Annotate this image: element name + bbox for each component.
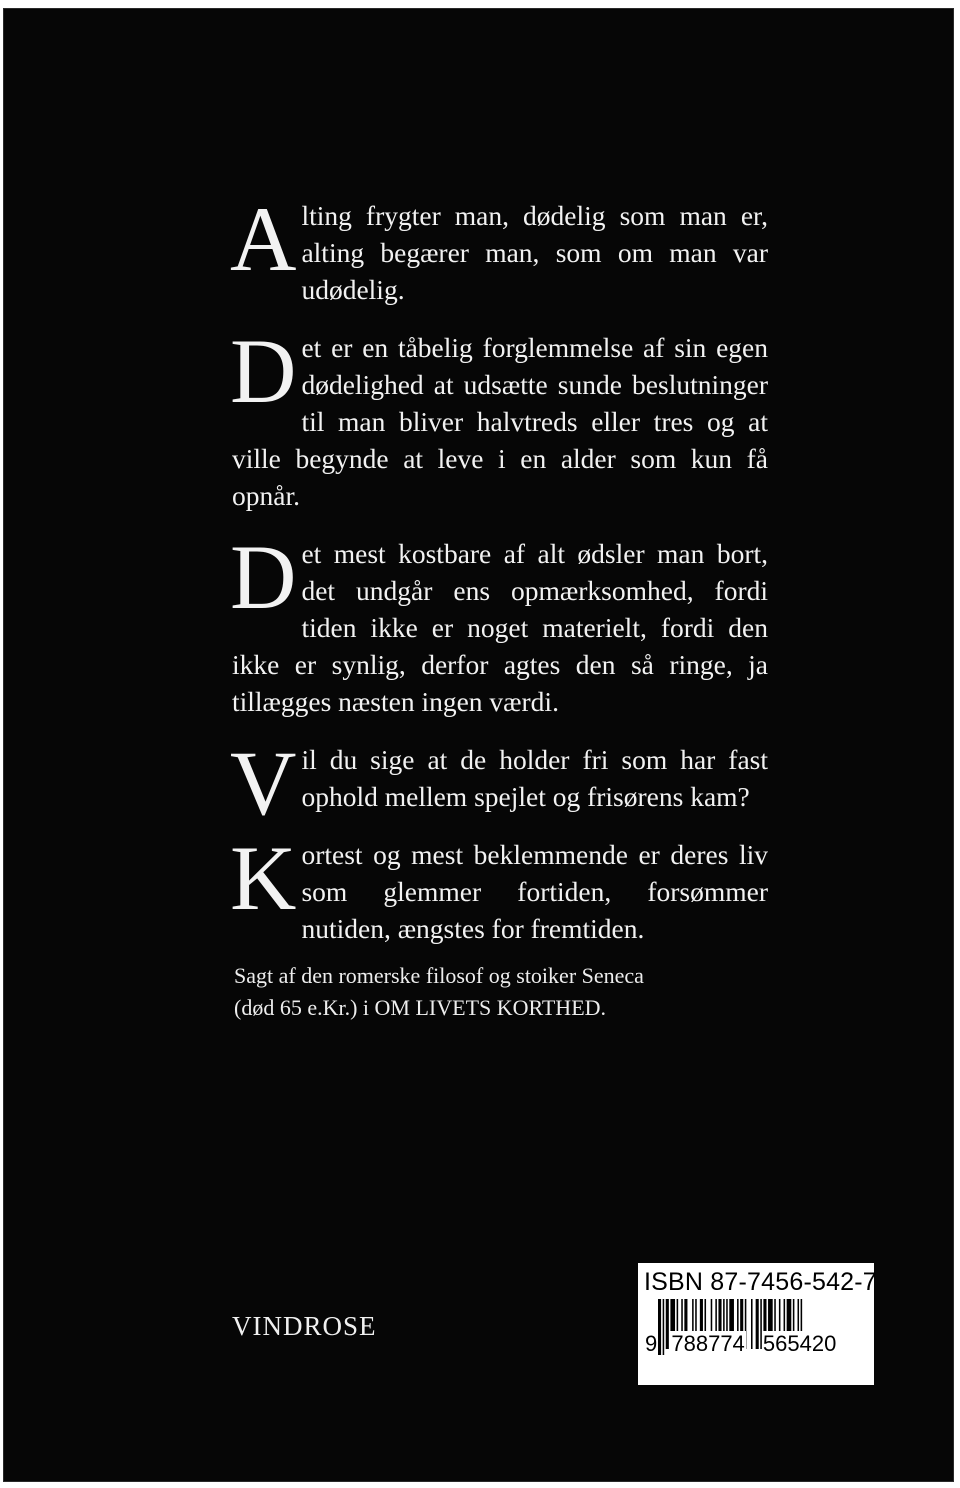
quote-paragraph-4 [230, 732, 768, 834]
attribution-line-1: Sagt af den romerske filosof og stoiker Seneca [234, 963, 644, 988]
paragraph-text: lting frygter man, dødelig som man er, alting begærer man, som om man var udødelig. [301, 200, 768, 305]
book-back-cover [3, 8, 954, 1482]
drop-cap-initial: V [230, 732, 297, 834]
barcode-digit-first: 9 [645, 1331, 658, 1356]
barcode-digits-right: 565420 [762, 1331, 837, 1356]
quote-paragraph-2 [230, 320, 768, 514]
paragraph-text: ortest og mest beklemmende er deres liv som glemmer fortiden, forsømmer nutiden, ængstes for fremtiden. [301, 839, 768, 944]
drop-cap-initial: D [230, 320, 297, 422]
quote-text-block [230, 188, 768, 1024]
barcode-digits [644, 1333, 868, 1355]
barcode-digits-left: 788774 [671, 1331, 745, 1356]
publisher-name: VINDROSE [232, 1311, 377, 1341]
paragraph-text: et er en tåbelig forglemmelse af sin egen dødelighed at udsætte sunde beslutninger til man bliver halvtreds eller tres og at ville begynde at leve i en alder som kun få opnår. [232, 332, 768, 511]
paragraph-text: et mest kostbare af alt ødsler man bort, det undgår ens opmærksomhed, fordi tiden ikke er noget materielt, fordi den ikke er synlig, derfor agtes den så ringe, ja tillægges næsten ingen værdi. [232, 538, 768, 717]
drop-cap-initial: A [230, 188, 297, 290]
isbn-label: ISBN 87-7456-542-7 [644, 1268, 877, 1296]
quote-paragraph-1 [230, 188, 768, 308]
attribution [234, 960, 768, 1024]
quote-paragraph-3 [230, 526, 768, 720]
attribution-line-2: (død 65 e.Kr.) i OM LIVETS KORTHED. [234, 995, 607, 1020]
drop-cap-initial: D [230, 526, 297, 628]
paragraph-text: il du sige at de holder fri som har fast ophold mellem spejlet og frisørens kam? [301, 744, 768, 812]
isbn-barcode-panel [638, 1263, 877, 1385]
quote-paragraph-5 [230, 827, 768, 947]
drop-cap-initial: K [230, 827, 297, 929]
